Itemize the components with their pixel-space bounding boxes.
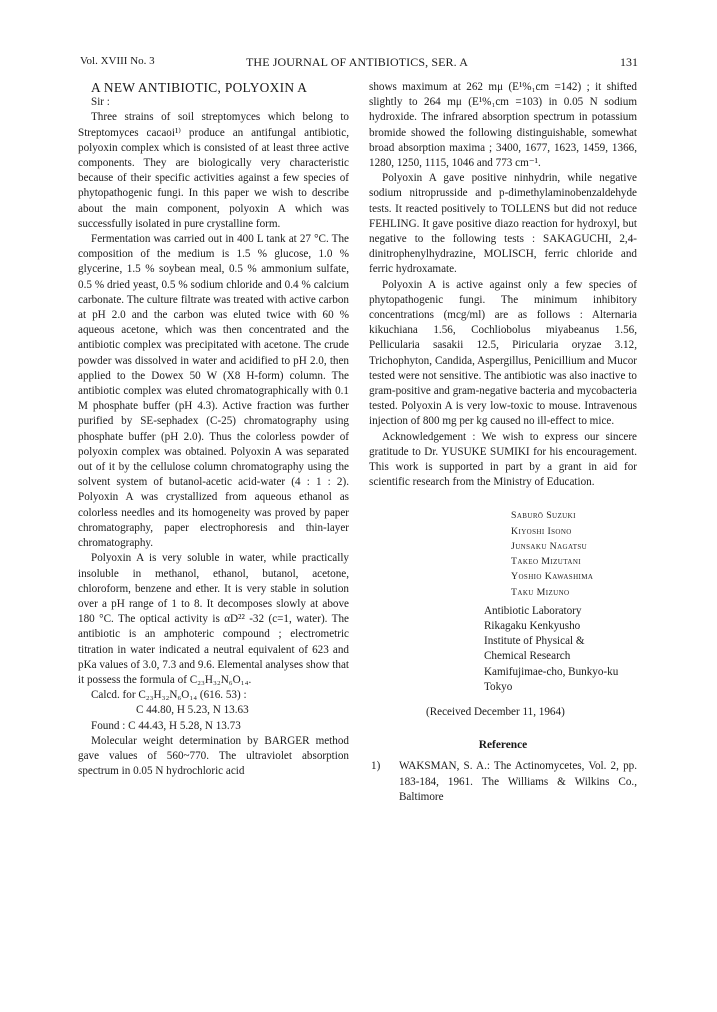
reference-heading: Reference <box>478 739 528 752</box>
affiliation <box>369 604 637 695</box>
calcd-line: Calcd. for C₂₃H₃₂N₆O₁₄ (616. 53) : <box>91 689 247 702</box>
found-line: Found : C 44.43, H 5.28, N 13.73 <box>91 719 241 732</box>
reference-number: 1) <box>371 760 381 773</box>
paragraph-properties: Polyoxin A is very soluble in water, while practically insoluble in methanol, ethanol, butanol, acetone, chloroform, benzene and ether. It is very stable in solution over a pH range of 1 to 8. It decomposes slowly at above 180 °C. The optical activity is αD²² -32 (c=1, water). The antibiotic is an amphoteric compound ; electrometric titration in water indicated a neutral equivalent of 623 and pKa values of 3.0, 7.3 and 9.6. Elemental analyses show that it possess the formula of C₂₃H₃₂N₆O₁₄. <box>78 552 349 686</box>
author-name: Taku Mizuno <box>511 586 570 598</box>
paragraph-activity: Polyoxin A is active against only a few species of phytopathogenic fungi. The minimum inhibitory concentrations (mcg/ml) are as follows : Alternaria kikuchiana 1.56, Cochliobolus miyabeanus 1.56, Pellicularia sasakii 12.5, Piricularia oryzae 3.12, Trichophyton, Candida, Aspergillus, Penicillium and Mucor tested were not sensitive. The antibiotic was also inactive to gram-positive and gram-negative bacteria and mycobacteria tested. Polyoxin A is very low-toxic to mouse. Intravenous injection of 800 mg per kg caused no ill-effect to mice. <box>369 278 637 428</box>
right-column <box>369 80 637 805</box>
paragraph-molecular-weight: Molecular weight determination by BARGER method gave values of 560~770. The ultraviolet absorption spectrum in 0.05 N hydrochloric acid <box>78 734 349 778</box>
paragraph-uv-ir: shows maximum at 262 mμ (E¹%₁cm =142) ; it shifted slightly to 264 mμ (E¹%₁cm =103) in 0.05 N sodium hydroxide. The infrared absorption spectrum in potassium bromide showed the following distinguishable, somewhat broad absorption maxima ; 3400, 1677, 1623, 1459, 1366, 1280, 1250, 1115, 1046 and 773 cm⁻¹. <box>369 81 637 170</box>
reference-item <box>369 759 637 805</box>
received-date: (Received December 11, 1964) <box>426 705 565 718</box>
affiliation-line: Chemical Research <box>484 650 571 663</box>
author-name: Kiyoshi Isono <box>511 525 572 537</box>
article-title: A NEW ANTIBIOTIC, POLYOXIN A <box>91 80 308 95</box>
calcd-values: C 44.80, H 5.23, N 13.63 <box>136 704 249 717</box>
affiliation-line: Tokyo <box>484 680 513 693</box>
author-name: Saburō Suzuki <box>511 510 576 522</box>
author-name: Junsaku Nagatsu <box>511 540 588 552</box>
affiliation-line: Institute of Physical & <box>484 635 585 648</box>
paragraph-intro: Three strains of soil streptomyces which belong to Streptomyces cacaoi¹⁾ produce an antifungal antibiotic, polyoxin complex which is consisted of at least three active components. They are biologically very characteristic because of their specific activities against a few species of phytopathogenic fungi. In this paper we wish to describe about the main component, polyoxin A which was successfully isolated in pure crystalline form. <box>78 111 349 230</box>
author-list <box>369 508 637 599</box>
affiliation-line: Antibiotic Laboratory <box>484 604 582 617</box>
salutation: Sir : <box>91 96 110 109</box>
affiliation-line: Rikagaku Kenkyusho <box>484 619 581 632</box>
running-head-volume: Vol. XVIII No. 3 <box>80 55 155 67</box>
running-head-journal: THE JOURNAL OF ANTIBIOTICS, SER. A <box>246 55 468 69</box>
paragraph-fermentation: Fermentation was carried out in 400 L tank at 27 °C. The composition of the medium is 1.5 % glucose, 1.0 % glycerine, 1.5 % soybean meal, 0.5 % ammonium sulfate, 0.5 % dried yeast, 0.5 % sodium chloride and 0.4 % calcium carbonate. The culture filtrate was treated with active carbon at pH 2.0 and the carbon was eluted twice with 60 % aqueous acetone, which was then concentrated and the antibiotic complex was precipitated with acetone. The crude powder was dissolved in water and acidified to pH 2.0, then applied to the Dowex 50 W (X8 H-form) column. The antibiotic complex was eluted chromatographically with 0.1 M phosphate buffer (pH 4.3). Active fraction was further purified by SE-sephadex (C-25) chromatography using phosphate buffer (pH 2.0). Thus the colorless powder of polyoxin complex was obtained. Polyoxin A was separated out of it by the cellulose column chromatography using the solvent system of butanol-acetic acid-water (4 : 1 : 2). Polyoxin A was crystallized from aqueous ethanol as colorless needles and its homogeneity was proved by paper chromatography, paper electrophoresis and thin-layer chromatography. <box>78 233 349 550</box>
paragraph-reactions: Polyoxin A gave positive ninhydrin, while negative sodium nitroprusside and p-dimethylaminobenzaldehyde tests. It reacted positively to TOLLENS but did not reduce FEHLING. It gave positive diazo reaction for hydroxyl, but negative to the following tests : SAKAGUCHI, 2,4-dinitrophenylhydrazine, MOLISCH, ferric chloride and ferric hydroxamate. <box>369 172 637 276</box>
author-name: Yoshio Kawashima <box>511 571 594 583</box>
page-number: 131 <box>620 55 638 69</box>
reference-text: WAKSMAN, S. A.: The Actinomycetes, Vol. 2, pp. 183-184, 1961. The Williams & Wilkins Co., Baltimore <box>399 760 637 803</box>
paragraph-acknowledgement: Acknowledgement : We wish to express our sincere gratitude to Dr. YUSUKE SUMIKI for his encouragement. This work is supported in part by a grant in aid for scientific research from the Ministry of Education. <box>369 430 637 489</box>
affiliation-line: Kamifujimae-cho, Bunkyo-ku <box>484 665 619 678</box>
author-name: Takeo Mizutani <box>511 556 582 568</box>
left-column <box>78 80 349 779</box>
